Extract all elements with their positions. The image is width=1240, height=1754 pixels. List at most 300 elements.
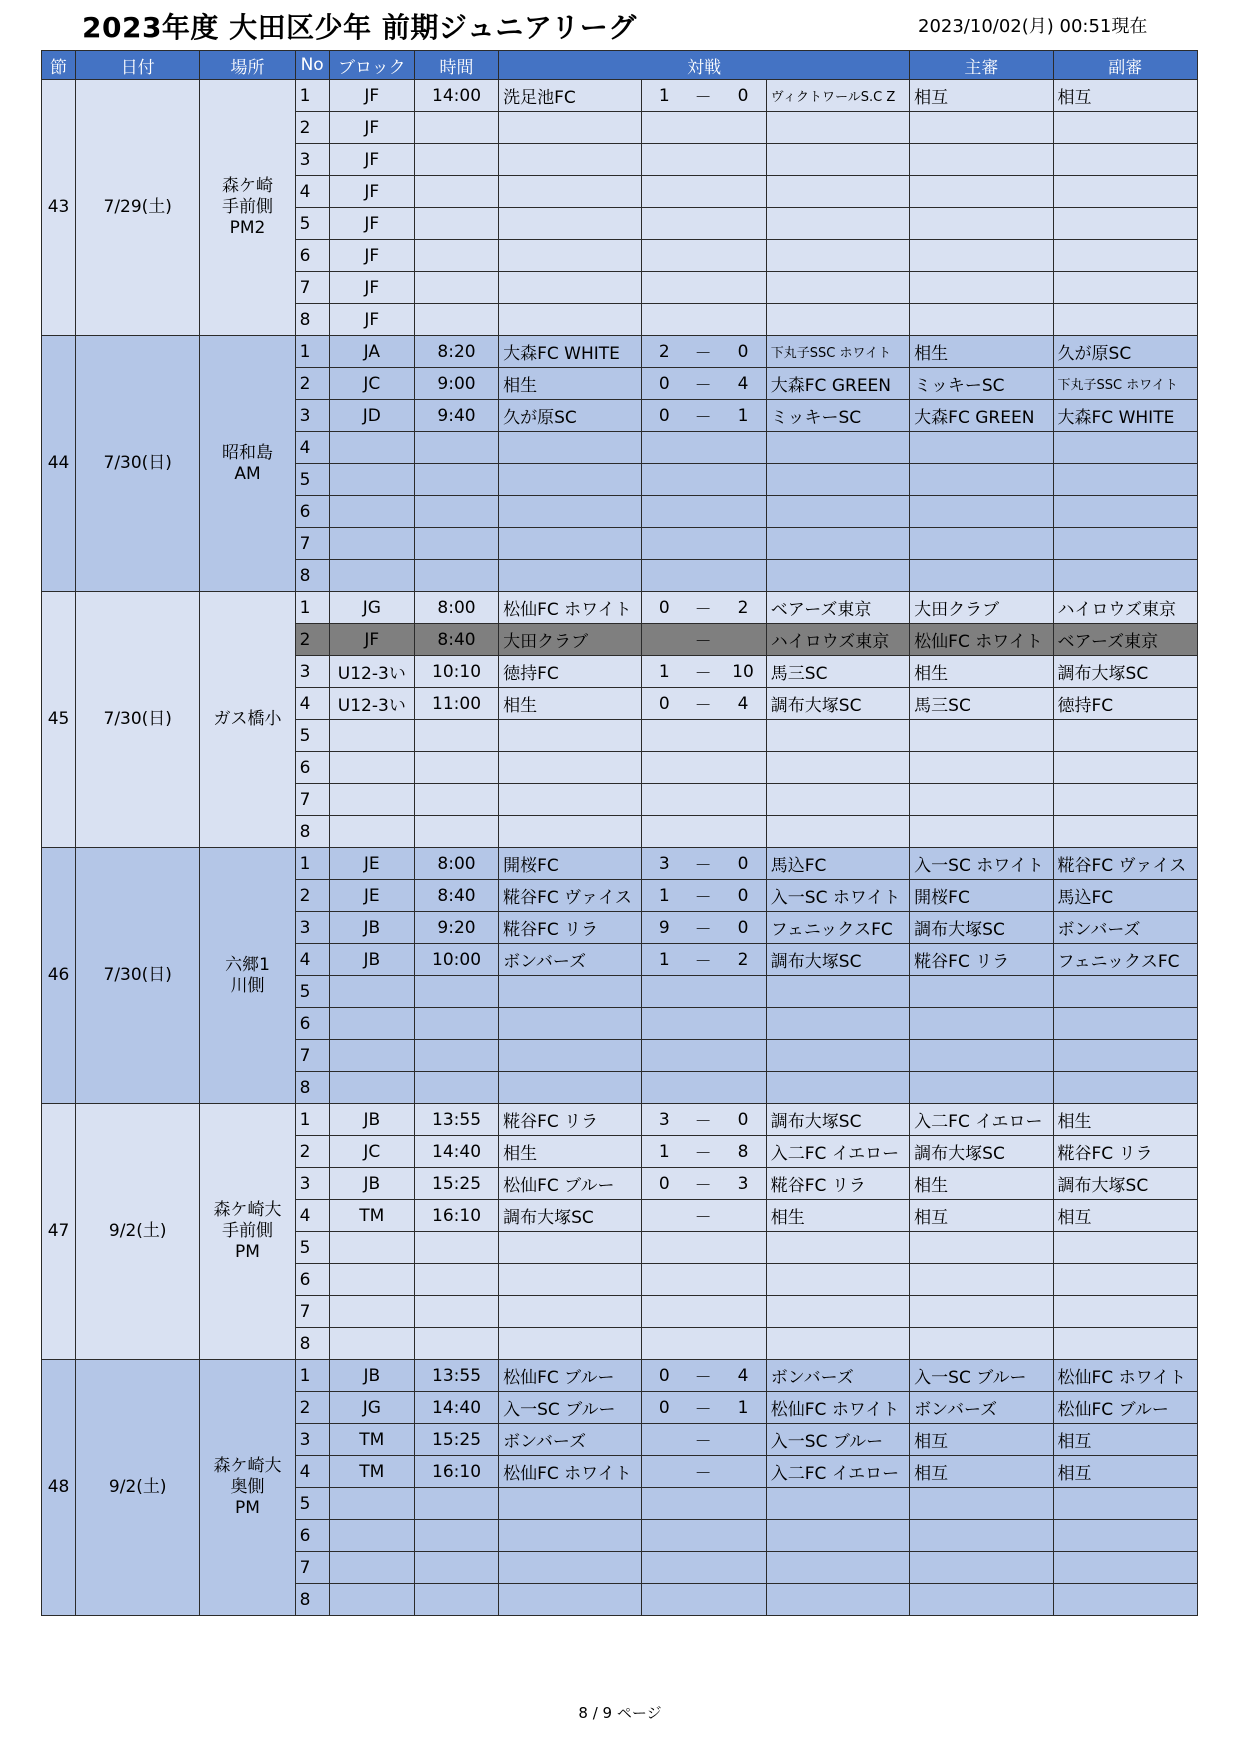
- venue-line: 川側: [230, 975, 265, 996]
- assistant-referee-cell: [1053, 560, 1197, 592]
- referee-cell: [910, 784, 1053, 816]
- match-number-cell: 2: [295, 112, 329, 144]
- assistant-referee-cell: [1053, 1232, 1197, 1264]
- venue-line: 森ケ崎: [222, 176, 273, 196]
- venue-line: PM2: [229, 218, 266, 238]
- away-score-cell: [720, 1328, 766, 1360]
- table-row: [42, 80, 1198, 112]
- match-number-cell: 7: [295, 1296, 329, 1328]
- home-team-cell: [499, 176, 642, 208]
- away-team-cell: 調布大塚SC: [766, 944, 909, 976]
- referee-cell: 馬三SC: [910, 688, 1053, 720]
- away-score-cell: 4: [720, 688, 766, 720]
- home-score-cell: [642, 1296, 686, 1328]
- referee-cell: ミッキーSC: [910, 368, 1053, 400]
- home-score-cell: 2: [642, 336, 686, 368]
- date-cell: 9/2(土): [76, 1104, 200, 1360]
- score-separator: [686, 528, 720, 560]
- home-score-cell: [642, 1488, 686, 1520]
- match-number-cell: 1: [295, 848, 329, 880]
- assistant-referee-cell: [1053, 976, 1197, 1008]
- block-cell: JE: [329, 880, 414, 912]
- referee-cell: [910, 976, 1053, 1008]
- home-score-cell: 0: [642, 688, 686, 720]
- referee-cell: 調布大塚SC: [910, 912, 1053, 944]
- assistant-referee-cell: 調布大塚SC: [1053, 1168, 1197, 1200]
- block-cell: TM: [329, 1424, 414, 1456]
- score-separator: [686, 976, 720, 1008]
- referee-cell: 入二FC イエロー: [910, 1104, 1053, 1136]
- assistant-referee-cell: 下丸子SSC ホワイト: [1053, 368, 1197, 400]
- home-team-cell: [499, 1264, 642, 1296]
- away-score-cell: [720, 1264, 766, 1296]
- match-number-cell: 1: [295, 592, 329, 624]
- match-number-cell: 3: [295, 1424, 329, 1456]
- block-cell: JF: [329, 112, 414, 144]
- time-cell: [414, 560, 498, 592]
- assistant-referee-cell: [1053, 1072, 1197, 1104]
- referee-cell: [910, 112, 1053, 144]
- time-cell: 14:40: [414, 1136, 498, 1168]
- assistant-referee-cell: ボンバーズ: [1053, 912, 1197, 944]
- home-team-cell: [499, 1040, 642, 1072]
- away-score-cell: 3: [720, 1168, 766, 1200]
- match-number-cell: 5: [295, 208, 329, 240]
- match-number-cell: 5: [295, 976, 329, 1008]
- score-separator: －: [686, 400, 720, 432]
- match-number-cell: 2: [295, 368, 329, 400]
- time-cell: [414, 208, 498, 240]
- score-separator: [686, 144, 720, 176]
- time-cell: [414, 464, 498, 496]
- away-team-cell: [766, 1296, 909, 1328]
- home-score-cell: 0: [642, 400, 686, 432]
- match-number-cell: 5: [295, 464, 329, 496]
- match-number-cell: 4: [295, 1200, 329, 1232]
- home-score-cell: [642, 1040, 686, 1072]
- block-cell: JB: [329, 1360, 414, 1392]
- match-number-cell: 7: [295, 272, 329, 304]
- venue-cell: [200, 1104, 295, 1360]
- away-score-cell: [720, 1232, 766, 1264]
- assistant-referee-cell: [1053, 144, 1197, 176]
- home-score-cell: [642, 1008, 686, 1040]
- score-separator: －: [686, 1104, 720, 1136]
- score-separator: －: [686, 336, 720, 368]
- assistant-referee-cell: [1053, 496, 1197, 528]
- score-separator: －: [686, 944, 720, 976]
- assistant-referee-cell: [1053, 112, 1197, 144]
- referee-cell: [910, 1264, 1053, 1296]
- date-cell: 7/29(土): [76, 80, 200, 336]
- away-score-cell: [720, 560, 766, 592]
- time-cell: 16:10: [414, 1200, 498, 1232]
- home-team-cell: [499, 976, 642, 1008]
- assistant-referee-cell: [1053, 752, 1197, 784]
- block-cell: [329, 1264, 414, 1296]
- home-score-cell: [642, 1520, 686, 1552]
- home-team-cell: [499, 1520, 642, 1552]
- time-cell: [414, 1488, 498, 1520]
- time-cell: [414, 304, 498, 336]
- block-cell: [329, 1488, 414, 1520]
- home-score-cell: [642, 240, 686, 272]
- match-number-cell: 6: [295, 1008, 329, 1040]
- venue-cell: [200, 592, 295, 848]
- score-separator: [686, 1072, 720, 1104]
- referee-cell: [910, 272, 1053, 304]
- home-team-cell: ボンバーズ: [499, 1424, 642, 1456]
- referee-cell: [910, 1040, 1053, 1072]
- score-separator: [686, 560, 720, 592]
- block-cell: [329, 1040, 414, 1072]
- away-score-cell: [720, 240, 766, 272]
- away-score-cell: [720, 528, 766, 560]
- score-separator: －: [686, 1392, 720, 1424]
- away-team-cell: [766, 1488, 909, 1520]
- away-team-cell: [766, 1040, 909, 1072]
- score-separator: －: [686, 368, 720, 400]
- time-cell: [414, 176, 498, 208]
- assistant-referee-cell: 糀谷FC ヴァイス: [1053, 848, 1197, 880]
- assistant-referee-cell: [1053, 464, 1197, 496]
- match-number-cell: 1: [295, 80, 329, 112]
- score-separator: [686, 1552, 720, 1584]
- section-number-cell: 44: [42, 336, 76, 592]
- match-number-cell: 8: [295, 1072, 329, 1104]
- match-number-cell: 6: [295, 1520, 329, 1552]
- away-score-cell: [720, 1200, 766, 1232]
- home-score-cell: 1: [642, 1136, 686, 1168]
- away-score-cell: 2: [720, 944, 766, 976]
- block-cell: JF: [329, 176, 414, 208]
- block-cell: JF: [329, 144, 414, 176]
- home-score-cell: 1: [642, 944, 686, 976]
- block-cell: [329, 528, 414, 560]
- as-of-timestamp: 2023/10/02(月) 00:51現在: [918, 16, 1148, 37]
- away-team-cell: [766, 1072, 909, 1104]
- home-score-cell: [642, 1456, 686, 1488]
- away-team-cell: [766, 240, 909, 272]
- home-score-cell: 3: [642, 848, 686, 880]
- assistant-referee-cell: [1053, 816, 1197, 848]
- away-score-cell: 0: [720, 848, 766, 880]
- block-cell: [329, 1072, 414, 1104]
- away-team-cell: 松仙FC ホワイト: [766, 1392, 909, 1424]
- time-cell: [414, 784, 498, 816]
- assistant-referee-cell: [1053, 528, 1197, 560]
- match-number-cell: 4: [295, 176, 329, 208]
- time-cell: 8:00: [414, 848, 498, 880]
- away-score-cell: 1: [720, 1392, 766, 1424]
- block-cell: [329, 1232, 414, 1264]
- score-separator: －: [686, 656, 720, 688]
- date-cell: 7/30(日): [76, 592, 200, 848]
- referee-cell: 松仙FC ホワイト: [910, 624, 1053, 656]
- away-team-cell: 大森FC GREEN: [766, 368, 909, 400]
- time-cell: 15:25: [414, 1168, 498, 1200]
- referee-cell: ボンバーズ: [910, 1392, 1053, 1424]
- home-team-cell: 相生: [499, 1136, 642, 1168]
- match-number-cell: 2: [295, 1136, 329, 1168]
- assistant-referee-cell: 松仙FC ブルー: [1053, 1392, 1197, 1424]
- away-team-cell: [766, 976, 909, 1008]
- match-number-cell: 1: [295, 336, 329, 368]
- referee-cell: 糀谷FC リラ: [910, 944, 1053, 976]
- away-team-cell: [766, 720, 909, 752]
- block-cell: [329, 1584, 414, 1616]
- score-separator: [686, 240, 720, 272]
- referee-cell: 相互: [910, 1456, 1053, 1488]
- assistant-referee-cell: 松仙FC ホワイト: [1053, 1360, 1197, 1392]
- score-separator: [686, 432, 720, 464]
- away-team-cell: 相生: [766, 1200, 909, 1232]
- match-number-cell: 5: [295, 1232, 329, 1264]
- score-separator: －: [686, 1456, 720, 1488]
- block-cell: JB: [329, 944, 414, 976]
- home-score-cell: [642, 464, 686, 496]
- referee-cell: [910, 1296, 1053, 1328]
- header-assistant: 副審: [1053, 51, 1197, 80]
- time-cell: 14:40: [414, 1392, 498, 1424]
- away-team-cell: ベアーズ東京: [766, 592, 909, 624]
- block-cell: TM: [329, 1456, 414, 1488]
- match-number-cell: 3: [295, 144, 329, 176]
- time-cell: 14:00: [414, 80, 498, 112]
- score-separator: －: [686, 848, 720, 880]
- time-cell: [414, 432, 498, 464]
- away-team-cell: [766, 304, 909, 336]
- block-cell: JG: [329, 1392, 414, 1424]
- away-score-cell: 0: [720, 336, 766, 368]
- referee-cell: [910, 1008, 1053, 1040]
- home-team-cell: 開桜FC: [499, 848, 642, 880]
- home-score-cell: [642, 112, 686, 144]
- score-separator: [686, 112, 720, 144]
- home-team-cell: 徳持FC: [499, 656, 642, 688]
- match-number-cell: 5: [295, 720, 329, 752]
- assistant-referee-cell: 相互: [1053, 80, 1197, 112]
- referee-cell: 相生: [910, 656, 1053, 688]
- home-team-cell: 相生: [499, 368, 642, 400]
- home-team-cell: [499, 752, 642, 784]
- home-score-cell: [642, 1200, 686, 1232]
- assistant-referee-cell: [1053, 240, 1197, 272]
- time-cell: 8:40: [414, 624, 498, 656]
- block-cell: [329, 1328, 414, 1360]
- date-cell: 9/2(土): [76, 1360, 200, 1616]
- away-team-cell: [766, 1008, 909, 1040]
- header-section: 節: [42, 51, 76, 80]
- match-number-cell: 8: [295, 1584, 329, 1616]
- assistant-referee-cell: 相互: [1053, 1456, 1197, 1488]
- home-score-cell: 1: [642, 880, 686, 912]
- away-team-cell: 入一SC ブルー: [766, 1424, 909, 1456]
- home-score-cell: [642, 1264, 686, 1296]
- away-score-cell: [720, 304, 766, 336]
- score-separator: －: [686, 80, 720, 112]
- home-team-cell: [499, 272, 642, 304]
- referee-cell: 相互: [910, 1200, 1053, 1232]
- assistant-referee-cell: [1053, 1520, 1197, 1552]
- away-team-cell: フェニックスFC: [766, 912, 909, 944]
- home-score-cell: [642, 1072, 686, 1104]
- away-score-cell: 2: [720, 592, 766, 624]
- away-team-cell: [766, 112, 909, 144]
- match-number-cell: 2: [295, 880, 329, 912]
- assistant-referee-cell: [1053, 720, 1197, 752]
- away-team-cell: 入一SC ホワイト: [766, 880, 909, 912]
- home-team-cell: 糀谷FC リラ: [499, 1104, 642, 1136]
- home-score-cell: 3: [642, 1104, 686, 1136]
- block-cell: [329, 432, 414, 464]
- venue-line: PM: [235, 1242, 260, 1262]
- block-cell: [329, 1008, 414, 1040]
- section-number-cell: 48: [42, 1360, 76, 1616]
- home-score-cell: [642, 624, 686, 656]
- block-cell: JG: [329, 592, 414, 624]
- home-score-cell: [642, 176, 686, 208]
- date-cell: 7/30(日): [76, 848, 200, 1104]
- away-team-cell: [766, 176, 909, 208]
- away-score-cell: [720, 784, 766, 816]
- referee-cell: [910, 432, 1053, 464]
- score-separator: [686, 176, 720, 208]
- home-score-cell: [642, 144, 686, 176]
- schedule-body: [42, 80, 1198, 1616]
- referee-cell: [910, 560, 1053, 592]
- away-team-cell: [766, 496, 909, 528]
- section-number-cell: 45: [42, 592, 76, 848]
- referee-cell: [910, 1552, 1053, 1584]
- home-team-cell: 松仙FC ブルー: [499, 1360, 642, 1392]
- away-team-cell: ボンバーズ: [766, 1360, 909, 1392]
- home-score-cell: [642, 304, 686, 336]
- block-cell: TM: [329, 1200, 414, 1232]
- match-number-cell: 4: [295, 944, 329, 976]
- date-cell: 7/30(日): [76, 336, 200, 592]
- header-block: ブロック: [329, 51, 414, 80]
- match-number-cell: 6: [295, 752, 329, 784]
- home-score-cell: [642, 1328, 686, 1360]
- home-score-cell: [642, 816, 686, 848]
- time-cell: [414, 1040, 498, 1072]
- away-team-cell: [766, 1552, 909, 1584]
- venue-cell: [200, 848, 295, 1104]
- venue-line: 森ケ崎大: [213, 1456, 282, 1476]
- referee-cell: 大森FC GREEN: [910, 400, 1053, 432]
- home-team-cell: 松仙FC ホワイト: [499, 592, 642, 624]
- section-number-cell: 46: [42, 848, 76, 1104]
- block-cell: JB: [329, 1168, 414, 1200]
- away-score-cell: [720, 144, 766, 176]
- away-team-cell: 調布大塚SC: [766, 1104, 909, 1136]
- away-team-cell: [766, 1232, 909, 1264]
- referee-cell: [910, 816, 1053, 848]
- assistant-referee-cell: [1053, 784, 1197, 816]
- assistant-referee-cell: 糀谷FC リラ: [1053, 1136, 1197, 1168]
- match-number-cell: 1: [295, 1104, 329, 1136]
- block-cell: [329, 496, 414, 528]
- referee-cell: [910, 1584, 1053, 1616]
- header-venue: 場所: [200, 51, 295, 80]
- away-team-cell: [766, 816, 909, 848]
- assistant-referee-cell: [1053, 176, 1197, 208]
- block-cell: U12-3い: [329, 656, 414, 688]
- referee-cell: [910, 720, 1053, 752]
- away-score-cell: 8: [720, 1136, 766, 1168]
- venue-cell: [200, 80, 295, 336]
- score-separator: [686, 304, 720, 336]
- score-separator: [686, 1520, 720, 1552]
- away-team-cell: 馬三SC: [766, 656, 909, 688]
- away-score-cell: [720, 624, 766, 656]
- time-cell: 11:00: [414, 688, 498, 720]
- away-team-cell: [766, 272, 909, 304]
- home-team-cell: 久が原SC: [499, 400, 642, 432]
- home-score-cell: 0: [642, 1392, 686, 1424]
- assistant-referee-cell: 久が原SC: [1053, 336, 1197, 368]
- score-separator: －: [686, 1136, 720, 1168]
- time-cell: [414, 976, 498, 1008]
- match-number-cell: 7: [295, 528, 329, 560]
- assistant-referee-cell: 相互: [1053, 1424, 1197, 1456]
- block-cell: [329, 1520, 414, 1552]
- venue-line: AM: [234, 463, 261, 484]
- score-separator: －: [686, 1168, 720, 1200]
- away-score-cell: [720, 1520, 766, 1552]
- home-team-cell: [499, 1552, 642, 1584]
- home-team-cell: [499, 496, 642, 528]
- home-team-cell: [499, 1296, 642, 1328]
- away-score-cell: [720, 1296, 766, 1328]
- referee-cell: 相互: [910, 1424, 1053, 1456]
- referee-cell: [910, 496, 1053, 528]
- referee-cell: [910, 1232, 1053, 1264]
- assistant-referee-cell: 徳持FC: [1053, 688, 1197, 720]
- block-cell: JB: [329, 1104, 414, 1136]
- home-team-cell: 糀谷FC リラ: [499, 912, 642, 944]
- time-cell: [414, 1328, 498, 1360]
- score-separator: －: [686, 880, 720, 912]
- home-score-cell: 1: [642, 80, 686, 112]
- away-team-cell: ヴィクトワールS.C Z: [766, 80, 909, 112]
- home-team-cell: [499, 464, 642, 496]
- away-score-cell: [720, 1552, 766, 1584]
- time-cell: [414, 528, 498, 560]
- away-score-cell: 4: [720, 368, 766, 400]
- score-separator: [686, 720, 720, 752]
- away-team-cell: ハイロウズ東京: [766, 624, 909, 656]
- referee-cell: [910, 176, 1053, 208]
- away-score-cell: [720, 1008, 766, 1040]
- home-score-cell: [642, 720, 686, 752]
- match-number-cell: 3: [295, 1168, 329, 1200]
- referee-cell: [910, 1488, 1053, 1520]
- referee-cell: [910, 528, 1053, 560]
- home-score-cell: [642, 496, 686, 528]
- away-score-cell: [720, 432, 766, 464]
- home-score-cell: [642, 976, 686, 1008]
- referee-cell: [910, 240, 1053, 272]
- block-cell: [329, 1552, 414, 1584]
- away-score-cell: [720, 464, 766, 496]
- home-score-cell: [642, 208, 686, 240]
- match-number-cell: 7: [295, 1040, 329, 1072]
- table-row: [42, 848, 1198, 880]
- venue-cell: [200, 1360, 295, 1616]
- time-cell: 10:00: [414, 944, 498, 976]
